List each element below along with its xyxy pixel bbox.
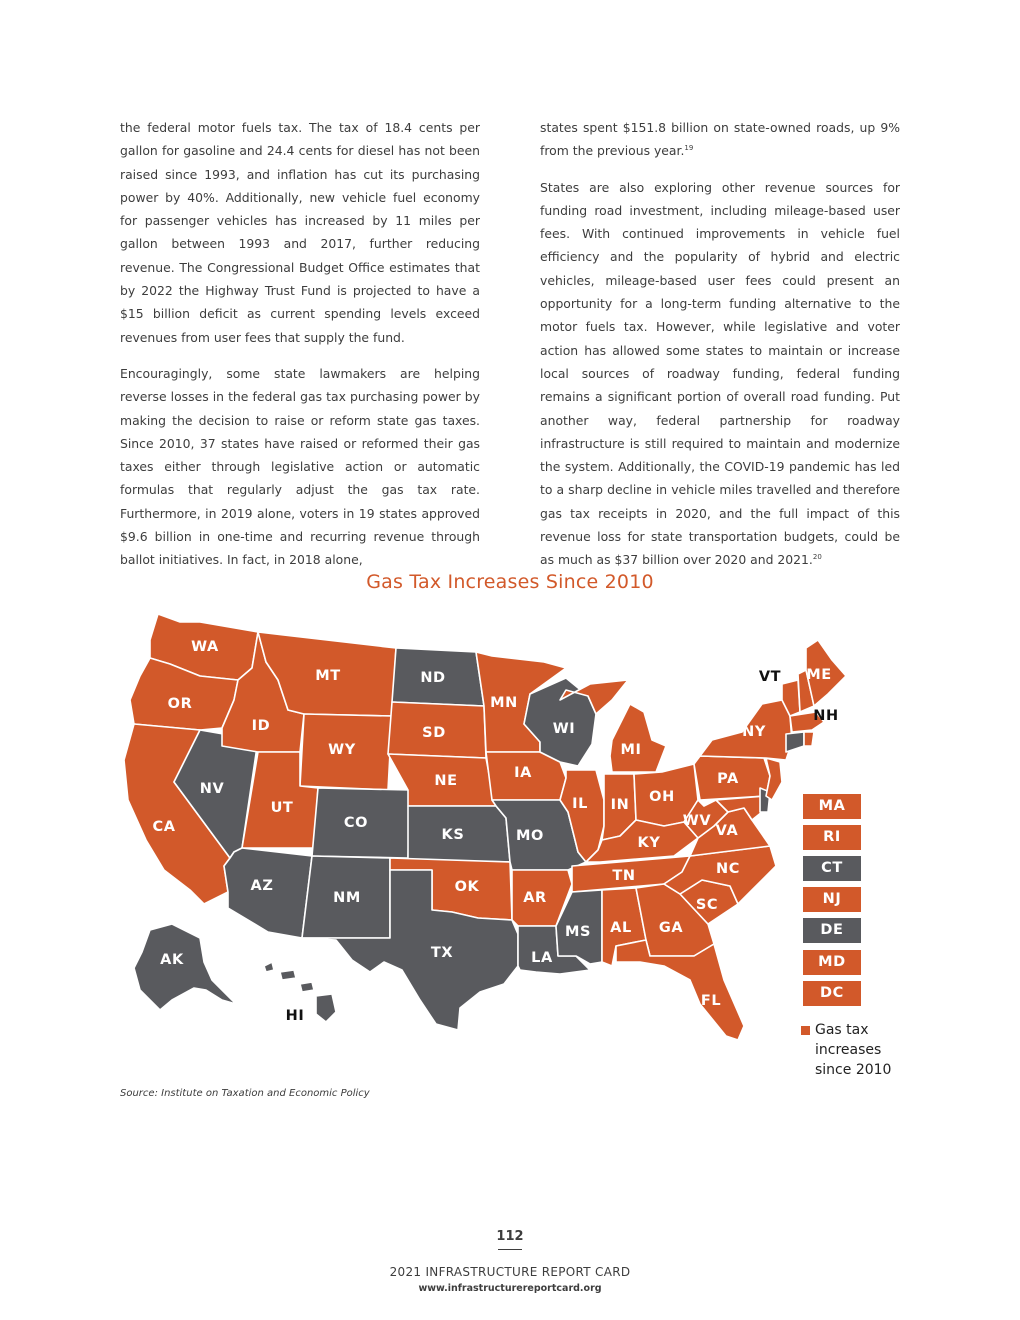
label-il: IL [572, 796, 588, 812]
label-ar: AR [523, 890, 547, 906]
label-az: AZ [250, 878, 274, 894]
label-wi: WI [552, 721, 576, 737]
legend-box-de: DE [803, 918, 861, 943]
label-ga: GA [658, 920, 684, 936]
label-wv: WV [682, 813, 712, 829]
state-ct [786, 732, 804, 752]
page-number-rule [498, 1249, 522, 1250]
label-va: VA [715, 823, 739, 839]
label-mo: MO [516, 828, 544, 844]
label-tn: TN [612, 868, 636, 884]
label-ok: OK [454, 879, 480, 895]
footnote-ref-20: 20 [812, 553, 822, 562]
label-ia: IA [514, 765, 532, 781]
label-oh: OH [649, 789, 675, 805]
state-hi-3 [300, 982, 314, 992]
label-vt: VT [758, 669, 782, 685]
left-paragraph-2: Encouragingly, some state lawmakers are helping reverse losses in the federal gas tax purchasing power by making the decision to raise or reform state gas taxes. Since 2010, 37 states have raised or reformed their gas taxes either through legislative action or automatic formulas that regularly adjust the gas tax rate. Furthermore, in 2019 alone, voters in 19 states approved $9.6 billion in one-time and recurring revenue through ballot initiatives. In fact, in 2018 alone, [120, 365, 480, 568]
label-ak: AK [160, 952, 184, 968]
footer-title: 2021 INFRASTRUCTURE REPORT CARD [389, 1265, 631, 1279]
label-ny: NY [742, 724, 766, 740]
label-wa: WA [191, 639, 219, 655]
legend-box-md: MD [803, 950, 861, 975]
state-hi-1 [264, 962, 274, 972]
label-wy: WY [328, 742, 356, 758]
right-paragraph-1-text: states spent $151.8 billion on state-owned roads, up 9% from the previous year. [540, 120, 900, 159]
label-ne: NE [434, 773, 458, 789]
label-fl: FL [700, 993, 722, 1009]
legend-swatch-increase [801, 1026, 810, 1035]
state-hi-2 [280, 970, 296, 980]
state-ak [134, 924, 236, 1010]
figure-source: Source: Institute on Taxation and Economic Policy [120, 1088, 370, 1099]
label-me: ME [806, 667, 832, 683]
state-ri [804, 732, 814, 746]
label-ks: KS [441, 827, 465, 843]
right-paragraph-2-text: States are also exploring other revenue sources for funding road investment, including mileage-based user fees. With continued improvements in vehicle fuel efficiency and the popularity of hybrid and electric vehicles, mileage-based user fees could present an opportunity for a long-term funding alternative to the motor fuels tax. However, while legislative and voter action has allowed some states to maintain or increase local sources of roadway funding, federal funding remains a significant portion of overall road funding. Put another way, federal partnership for roadway infrastructure is still required to maintain and modernize the system. Additionally, the COVID-19 pandemic has led to a sharp decline in vehicle miles travelled and therefore gas tax receipts in 2020, and the full impact of this revenue loss for state transportation budgets, could be as much as $37 billion over 2020 and 2021. [540, 179, 900, 568]
legend-box-dc: DC [803, 981, 861, 1006]
label-ms: MS [564, 924, 592, 940]
legend-label: Gas tax increases since 2010 [815, 1022, 892, 1078]
page-number: 112 [496, 1229, 524, 1244]
label-nv: NV [199, 781, 225, 797]
label-pa: PA [717, 771, 739, 787]
legend-box-nj: NJ [803, 887, 861, 912]
label-ky: KY [637, 835, 661, 851]
label-in: IN [610, 797, 630, 813]
footnote-ref-19: 19 [684, 144, 694, 153]
legend-box-ri: RI [803, 825, 861, 850]
label-nm: NM [333, 890, 361, 906]
label-la: LA [531, 950, 553, 966]
label-al: AL [610, 920, 632, 936]
label-ca: CA [152, 819, 176, 835]
state-hi-4 [316, 994, 336, 1022]
label-mi: MI [620, 742, 642, 758]
figure-title: Gas Tax Increases Since 2010 [366, 571, 654, 593]
label-ut: UT [270, 800, 294, 816]
footer-url: www.infrastructurereportcard.org [418, 1283, 602, 1294]
legend-box-ma: MA [803, 794, 861, 819]
label-hi: HI [285, 1008, 305, 1024]
legend-box-ct: CT [803, 856, 861, 881]
label-nd: ND [420, 670, 446, 686]
label-nh: NH [813, 708, 839, 724]
label-sc: SC [695, 897, 719, 913]
left-paragraph-1: the federal motor fuels tax. The tax of 18.4 cents per gallon for gasoline and 24.4 cents for diesel has not been raised since 1993, and inflation has cut its purchasing power by 40%. Additionally, new vehicle fuel economy for passenger vehicles has increased by 11 miles per gallon between 1993 and 2017, further reducing revenue. The Congressional Budget Office estimates that by 2022 the Highway Trust Fund is projected to have a $15 billion deficit as current spending levels exceed revenues from user fees that supply the fund. [120, 120, 480, 345]
state-mi-lower [610, 704, 666, 772]
label-id: ID [251, 718, 271, 734]
label-mn: MN [490, 695, 518, 711]
label-nc: NC [716, 861, 740, 877]
label-mt: MT [315, 668, 341, 684]
label-tx: TX [430, 945, 454, 961]
label-sd: SD [422, 725, 446, 741]
label-or: OR [167, 696, 193, 712]
label-co: CO [343, 815, 369, 831]
